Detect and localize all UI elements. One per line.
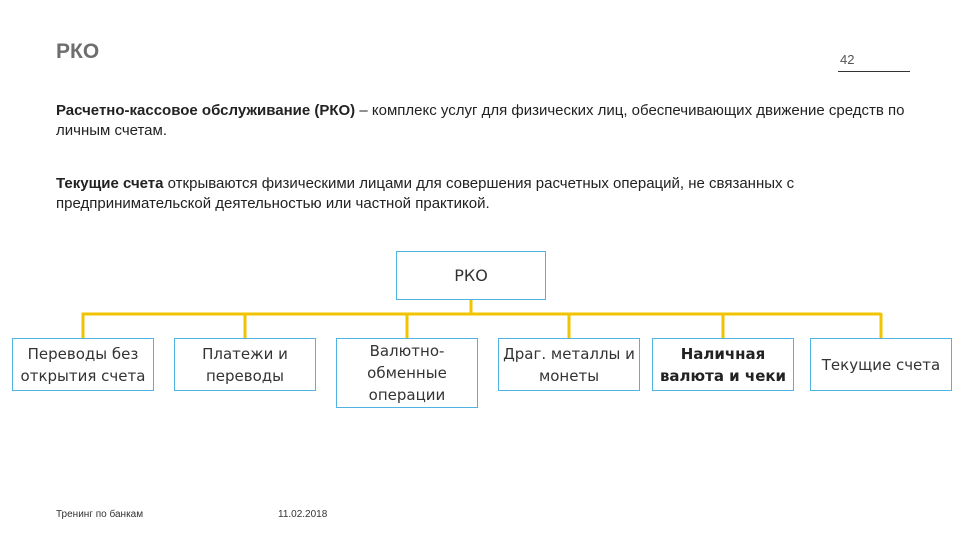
diagram-box-label: Валютно-обменные операции (367, 342, 447, 404)
slide-title: РКО (56, 40, 100, 63)
diagram-box-payments-transfers (174, 338, 316, 391)
definition-term: Расчетно-кассовое обслуживание (РКО) (56, 102, 356, 119)
diagram-box-precious-metals (498, 338, 640, 391)
diagram-box-label: Драг. металлы и монеты (503, 344, 635, 385)
diagram-root-label: РКО (454, 265, 488, 285)
diagram-box-label: Платежи и переводы (202, 344, 288, 385)
diagram-box-currency-exchange (336, 338, 478, 408)
footer-training-label: Тренинг по банкам (56, 509, 144, 520)
diagram-root-box (396, 251, 546, 300)
current-accounts-text: открываются физическими лицами для совершения расчетных операций, не связанных с предпринимательской деятельностью или частной практикой. (56, 175, 795, 212)
diagram-box-label: Текущие счета (821, 355, 941, 374)
definition-text: – комплекс услуг для физических лиц, обеспечивающих движение средств по личным счетам. (56, 102, 905, 139)
diagram-box-current-accounts (810, 338, 952, 391)
diagram-box-label: Наличная валюта и чеки (659, 344, 787, 385)
page-number: 42 (838, 52, 910, 72)
diagram-box-label: Переводы без открытия счета (20, 344, 146, 385)
diagram-box-cash-currency-checks (652, 338, 794, 391)
footer-date: 11.02.2018 (278, 509, 328, 520)
current-accounts-term: Текущие счета (56, 175, 164, 192)
diagram-box-transfers-without-account (12, 338, 154, 391)
